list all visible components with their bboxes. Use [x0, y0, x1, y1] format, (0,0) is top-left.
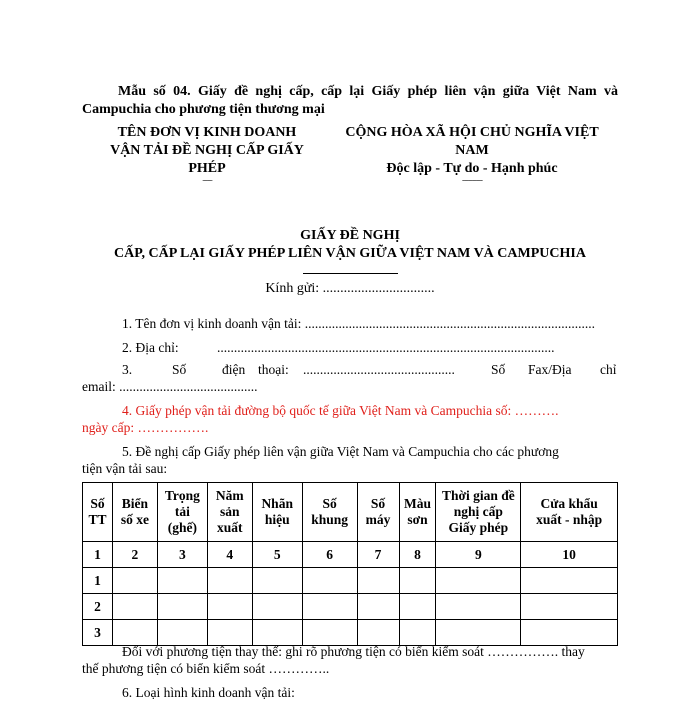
- empty-cell[interactable]: [399, 620, 436, 646]
- column-number-cell: 1: [83, 542, 113, 568]
- table-header-cell: [399, 483, 436, 542]
- title-underline: [303, 273, 398, 274]
- empty-cell[interactable]: [521, 620, 618, 646]
- empty-cell[interactable]: [112, 568, 157, 594]
- empty-cell[interactable]: [436, 620, 521, 646]
- table-header-cell: [207, 483, 252, 542]
- empty-cell[interactable]: [357, 620, 399, 646]
- item-3-phone-word1: Số: [172, 362, 187, 377]
- table-header-text: Cửa khẩu: [540, 496, 598, 511]
- table-header-cell: [157, 483, 207, 542]
- table-header-cell: [252, 483, 302, 542]
- empty-cell[interactable]: [357, 568, 399, 594]
- empty-cell[interactable]: [252, 568, 302, 594]
- empty-cell[interactable]: [302, 620, 357, 646]
- empty-cell[interactable]: [399, 568, 436, 594]
- table-header-cell: [112, 483, 157, 542]
- column-number-cell: 10: [521, 542, 618, 568]
- item-3-fax-word2: Fax/Địa: [528, 362, 572, 377]
- item-2-label: 2. Địa chỉ:: [122, 340, 179, 355]
- empty-cell[interactable]: [521, 594, 618, 620]
- row-number-cell: 2: [83, 594, 113, 620]
- item-2-address-dots: ....................................................................................................: [217, 340, 555, 355]
- right-header: [322, 124, 622, 178]
- item-4-issue-date: ngày cấp: …………….: [82, 420, 209, 435]
- empty-cell[interactable]: [157, 594, 207, 620]
- table-header-text: xuất - nhập: [536, 512, 603, 527]
- item-3-fax-word3: chỉ: [600, 362, 617, 377]
- item-3-phone-word3: thoại:: [258, 362, 289, 377]
- row-number-cell: 1: [83, 568, 113, 594]
- table-header-text: Số: [322, 496, 337, 511]
- column-number-cell: 3: [157, 542, 207, 568]
- empty-cell[interactable]: [157, 568, 207, 594]
- empty-cell[interactable]: [207, 620, 252, 646]
- item-3-fax-word1: Số: [491, 362, 506, 377]
- replacement-note-line1: Đối với phương tiện thay thế: ghi rõ phương tiện có biển kiểm soát ……………. thay: [122, 644, 585, 659]
- empty-cell[interactable]: [302, 568, 357, 594]
- column-number-cell: 5: [252, 542, 302, 568]
- table-header-text: sản: [220, 504, 240, 519]
- table-header-cell: [357, 483, 399, 542]
- table-header-text: tải: [174, 504, 190, 519]
- right-header-rule: ---------------: [462, 176, 482, 184]
- table-row: [83, 620, 618, 646]
- table-header-text: khung: [311, 512, 349, 527]
- table-header-text: (ghế): [167, 520, 197, 535]
- replacement-note-line2: thế phương tiện có biển kiểm soát …………..: [82, 661, 330, 676]
- table-row: [83, 568, 618, 594]
- empty-cell[interactable]: [436, 594, 521, 620]
- table-header-text: hiệu: [264, 512, 290, 527]
- empty-cell[interactable]: [112, 620, 157, 646]
- right-header-line3: Độc lập - Tự do - Hạnh phúc: [386, 161, 558, 176]
- table-column-number-row: [83, 542, 618, 568]
- left-header: [82, 124, 332, 178]
- row-number-cell: 3: [83, 620, 113, 646]
- empty-cell[interactable]: [521, 568, 618, 594]
- doc-title: [82, 227, 618, 263]
- item-3-label: 3.: [122, 362, 133, 377]
- vehicle-table: [82, 482, 618, 646]
- column-number-cell: 7: [357, 542, 399, 568]
- table-header-text: Số: [370, 496, 386, 511]
- item-1-business-name: 1. Tên đơn vị kinh doanh vận tải: ......................................................................................: [122, 316, 595, 331]
- item-5-line1: 5. Đề nghị cấp Giấy phép liên vận giữa Việt Nam và Campuchia cho các phương: [122, 444, 559, 459]
- left-header-line3: PHÉP: [188, 161, 226, 176]
- column-number-cell: 8: [399, 542, 436, 568]
- column-number-cell: 9: [436, 542, 521, 568]
- column-number-cell: 4: [207, 542, 252, 568]
- left-header-line2: VẬN TẢI ĐỀ NGHỊ CẤP GIẤY: [110, 143, 304, 158]
- table-header-text: Năm: [215, 488, 244, 503]
- table-header-text: Nhãn: [261, 496, 293, 511]
- empty-cell[interactable]: [302, 594, 357, 620]
- table-header-text: nghị cấp: [453, 504, 503, 519]
- table-header-row: [83, 483, 618, 542]
- right-header-line2: NAM: [455, 143, 489, 158]
- doc-title-line2: CẤP, CẤP LẠI GIẤY PHÉP LIÊN VẬN GIỮA VIỆT NAM VÀ CAMPUCHIA: [114, 246, 586, 261]
- empty-cell[interactable]: [207, 594, 252, 620]
- table-header-cell: [521, 483, 618, 542]
- item-3-phone-word2: điện: [222, 362, 246, 377]
- table-header-text: xuất: [217, 520, 243, 535]
- form-title: Mẫu số 04. Giấy đề nghị cấp, cấp lại Giấy phép liên vận giữa Việt Nam và Campuchia cho phương tiện thương mại: [82, 84, 618, 117]
- empty-cell[interactable]: [436, 568, 521, 594]
- left-header-line1: TÊN ĐƠN VỊ KINH DOANH: [117, 125, 297, 140]
- table-header-cell: [302, 483, 357, 542]
- empty-cell[interactable]: [157, 620, 207, 646]
- table-header-text: Thời gian đề: [441, 488, 515, 503]
- empty-cell[interactable]: [207, 568, 252, 594]
- table-header-text: sơn: [407, 512, 428, 527]
- empty-cell[interactable]: [252, 620, 302, 646]
- item-4-license-number: 4. Giấy phép vận tải đường bộ quốc tế giữa Việt Nam và Campuchia số: ……….: [122, 403, 559, 418]
- column-number-cell: 6: [302, 542, 357, 568]
- left-header-rule: -------: [202, 176, 212, 184]
- table-header-text: máy: [365, 512, 391, 527]
- table-header-text: Biển: [121, 496, 149, 511]
- right-header-line1: CỘNG HÒA XÃ HỘI CHỦ NGHĨA VIỆT: [345, 125, 599, 140]
- item-3-phone-dots: .............................................: [303, 362, 455, 377]
- table-header-text: Trọng: [164, 488, 200, 503]
- item-5-line2: tiện vận tải sau:: [82, 461, 168, 476]
- table-header-text: Giấy phép: [448, 520, 509, 535]
- empty-cell[interactable]: [112, 594, 157, 620]
- item-3-email: email: .........................................: [82, 379, 258, 394]
- doc-title-line1: GIẤY ĐỀ NGHỊ: [300, 228, 400, 243]
- table-header-text: Số: [90, 496, 105, 511]
- table-header-cell: [436, 483, 521, 542]
- table-header-text: TT: [88, 512, 107, 527]
- empty-cell[interactable]: [357, 594, 399, 620]
- table-row: [83, 594, 618, 620]
- table-header-cell: [83, 483, 113, 542]
- table-header-text: Màu: [403, 496, 431, 511]
- table-header-text: số xe: [120, 512, 149, 527]
- item-6-business-type: 6. Loại hình kinh doanh vận tải:: [122, 685, 295, 700]
- column-number-cell: 2: [112, 542, 157, 568]
- empty-cell[interactable]: [399, 594, 436, 620]
- greeting: Kính gửi: ................................: [265, 281, 435, 296]
- empty-cell[interactable]: [252, 594, 302, 620]
